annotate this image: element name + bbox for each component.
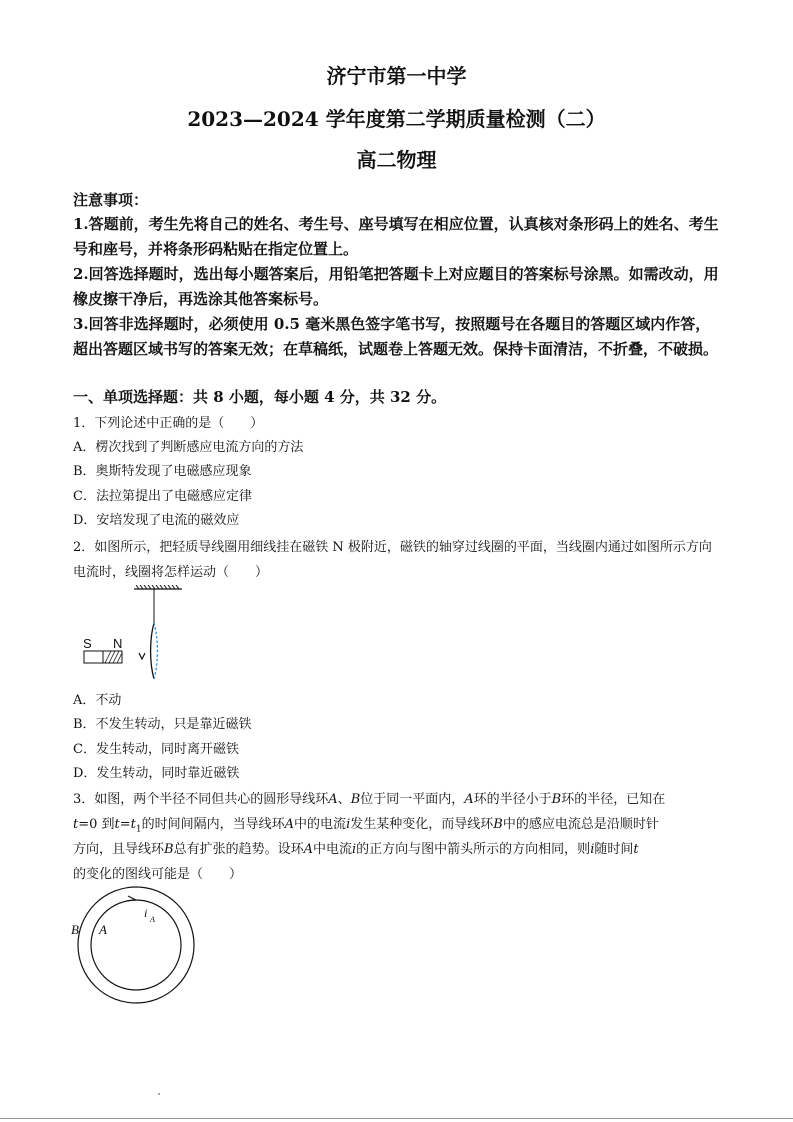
current-label-i: i [144, 906, 148, 920]
q3-rings-figure [68, 886, 203, 1004]
ring-label-a: A [99, 922, 107, 937]
q2-option-c: C．发生转动，同时离开磁铁 [73, 742, 239, 757]
magnet-label-s: S [83, 636, 92, 651]
notice-item-3: 3.回答非选择题时，必须使用 0.5 毫米黑色签字笔书写，按照题号在各题目的答题区域内作答，超出答题区域书写的答案无效；在草稿纸，试题卷上答题无效。保持卡面清洁，不折叠，不破损。 [73, 315, 719, 358]
q3-line-2: t=0 到$t=t_1$的时间间隔内，当导线环A中的电流i发生某种变化，而导线环B中的感应电流总是沿顺时针 [73, 817, 659, 835]
current-label-sub: A [150, 915, 155, 924]
q1-option-b: B．奥斯特发现了电磁感应现象 [73, 464, 252, 479]
notice-item-1: 1.答题前，考生先将自己的姓名、考生号、座号填写在相应位置，认真核对条形码上的姓名、考生号和座号，并将条形码粘贴在指定位置上。 [73, 215, 719, 258]
subject-title: 高二物理 [356, 148, 437, 172]
q3-line-3: 方向，且导线环B总有扩张的趋势。设环A中电流i的正方向与图中箭头所示的方向相同，则i随时间t [73, 842, 639, 857]
q2-option-a: A．不动 [73, 693, 122, 708]
q2-magnet-coil-figure [78, 585, 188, 685]
q1-stem: 1．下列论述中正确的是（ ） [73, 416, 264, 431]
q1-option-a: A．楞次找到了判断感应电流方向的方法 [73, 440, 304, 455]
q2-option-d: D．发生转动，同时靠近磁铁 [73, 766, 240, 781]
exam-title: 2023—2024 学年度第二学期质量检测（二） [187, 107, 606, 131]
q3-line-1: 3．如图，两个半径不同但共心的圆形导线环A、B位于同一平面内，A环的半径小于B环的半径，已知在 [73, 792, 666, 807]
page-bottom-rule [0, 1118, 793, 1119]
ring-label-b: B [71, 922, 79, 937]
notice-heading: 注意事项： [73, 191, 149, 209]
notice-item-2: 2.回答选择题时，选出每小题答案后，用铅笔把答题卡上对应题目的答案标号涂黑。如需改动，用橡皮擦干净后，再选涂其他答案标号。 [73, 265, 719, 308]
q1-option-d: D．安培发现了电流的磁效应 [73, 513, 240, 528]
q1-option-c: C．法拉第提出了电磁感应定律 [73, 489, 252, 504]
q2-option-b: B．不发生转动，只是靠近磁铁 [73, 717, 252, 732]
school-title: 济宁市第一中学 [326, 64, 467, 88]
page-dot [158, 1093, 160, 1095]
q2-stem: 2．如图所示，把轻质导线圈用细线挂在磁铁 N 极附近，磁铁的轴穿过线圈的平面，当线圈内通过如图所示方向电流时，线圈将怎样运动（ ） [73, 540, 712, 580]
q3-line-4: 的变化的图线可能是（ ） [73, 867, 243, 882]
section-title: 一、单项选择题：共 8 小题，每小题 4 分，共 32 分。 [73, 388, 447, 406]
magnet-label-n: N [113, 636, 123, 651]
